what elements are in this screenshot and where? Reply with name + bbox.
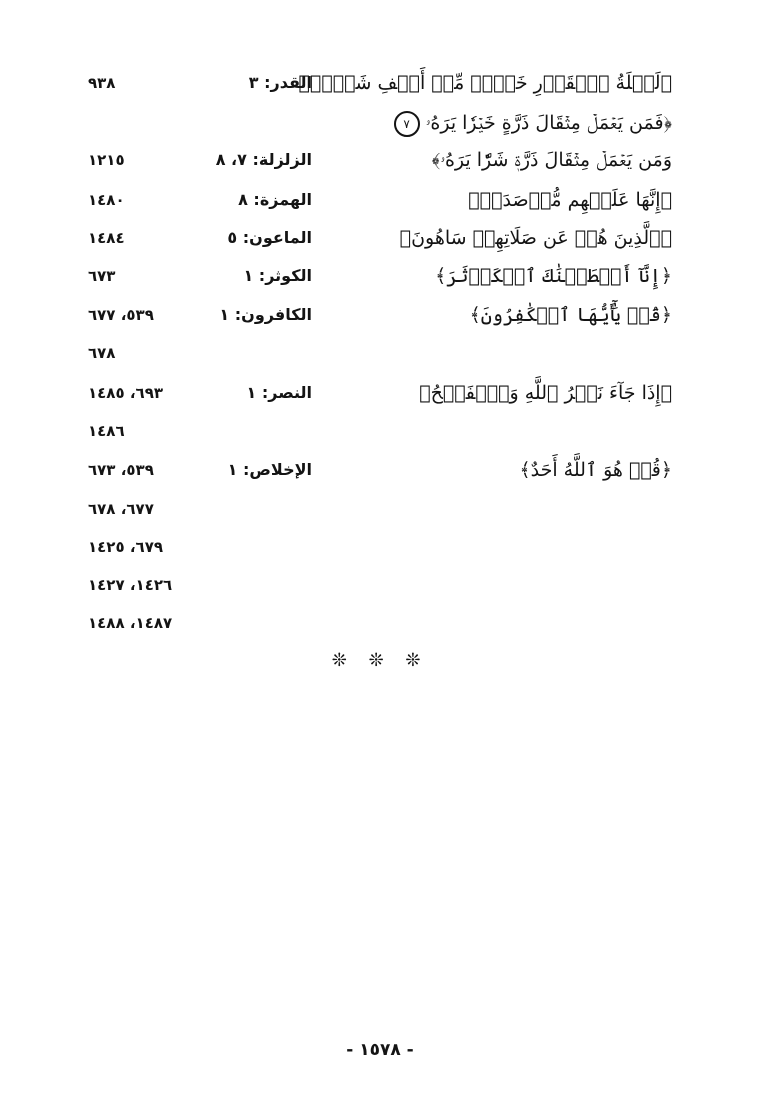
index-row — [0, 106, 760, 140]
index-row — [0, 183, 760, 217]
page-references: ٦٧٩، ١٤٢٥ — [88, 538, 164, 556]
verse-text-with-ayah — [332, 106, 672, 140]
index-row — [0, 376, 760, 410]
index-row — [0, 259, 760, 293]
surah-reference: النصر: ١ — [246, 383, 312, 402]
verse-text: ﴿لَيۡلَةُ ٱلۡقَدۡرِ خَيۡرٞ مِّنۡ أَلۡفِ شَهۡرٖ﴾ — [298, 72, 672, 94]
verse-text: ﴿إِنَّهَا عَلَيۡهِم مُّؤۡصَدَةٞ﴾ — [468, 189, 672, 211]
surah-reference: الإخلاص: ١ — [227, 460, 312, 479]
page-references: ٦٧٧، ٦٧٨ — [88, 500, 154, 518]
verse-text — [332, 568, 672, 602]
verse-text: وَمَن يَعۡمَلۡ مِثۡقَالَ ذَرَّةٖ شَرّٗا يَرَهُۥ﴾ — [431, 149, 672, 171]
page-references: ١٤٢٦، ١٤٢٧ — [88, 576, 173, 594]
verse-text: ﴿فَمَن يَعۡمَلۡ مِثۡقَالَ ذَرَّةٍ خَيۡرٗا يَرَهُۥ — [425, 112, 672, 134]
page-references: ١٢١٥ — [88, 151, 125, 169]
verse-text — [332, 492, 672, 526]
surah-reference: القدر: ٣ — [248, 73, 312, 92]
page-references: ٦٧٨ — [88, 344, 116, 362]
index-row — [0, 414, 760, 448]
index-row — [0, 298, 760, 332]
index-row — [0, 221, 760, 255]
page-references: ١٤٨٠ — [88, 191, 125, 209]
page-references — [88, 106, 228, 140]
surah-reference: الماعون: ٥ — [227, 228, 312, 247]
verse-text: ﴿قُلۡ يَٰٓأَيُّهَا ٱلۡكَٰفِرُونَ﴾ — [469, 304, 672, 326]
verse-text — [332, 336, 672, 370]
page-references: ٥٣٩، ٦٧٣ — [88, 461, 154, 479]
index-row — [0, 530, 760, 564]
page-references: ٥٣٩، ٦٧٧ — [88, 306, 154, 324]
verse-text: ﴿إِذَا جَآءَ نَصۡرُ ٱللَّهِ وَٱلۡفَتۡحُ﴾ — [419, 382, 672, 404]
verse-text: ﴿قُلۡ هُوَ ٱللَّهُ أَحَدٌ﴾ — [519, 459, 672, 481]
surah-reference: الزلزلة: ٧، ٨ — [215, 150, 312, 169]
index-row — [0, 143, 760, 177]
verse-text: ﴿ٱلَّذِينَ هُمۡ عَن صَلَاتِهِمۡ سَاهُونَ﴾ — [399, 227, 672, 249]
index-row — [0, 568, 760, 602]
verse-text — [332, 530, 672, 564]
index-row — [0, 606, 760, 640]
page-references: ١٤٨٧، ١٤٨٨ — [88, 614, 173, 632]
verse-text — [332, 606, 672, 640]
index-row — [0, 336, 760, 370]
page-references: ٦٧٣ — [88, 267, 116, 285]
verse-text: ﴿إِنَّآ أَعۡطَيۡنَٰكَ ٱلۡكَوۡثَرَ﴾ — [435, 265, 672, 287]
page-number: - ١٥٧٨ - — [346, 1040, 414, 1060]
surah-reference: الكوثر: ١ — [243, 266, 312, 285]
surah-reference: الهمزة: ٨ — [238, 190, 312, 209]
page-references: ٦٩٣، ١٤٨٥ — [88, 384, 164, 402]
section-separator: ❊ ❊ ❊ — [331, 650, 429, 671]
verse-text — [332, 414, 672, 448]
index-row — [0, 492, 760, 526]
page-references: ١٤٨٤ — [88, 229, 125, 247]
page-references: ٩٣٨ — [88, 74, 116, 92]
page-references: ١٤٨٦ — [88, 422, 125, 440]
ayah-number-mark: ٧ — [394, 111, 420, 137]
index-row — [0, 66, 760, 100]
index-row — [0, 453, 760, 487]
surah-reference: الكافرون: ١ — [219, 305, 312, 324]
